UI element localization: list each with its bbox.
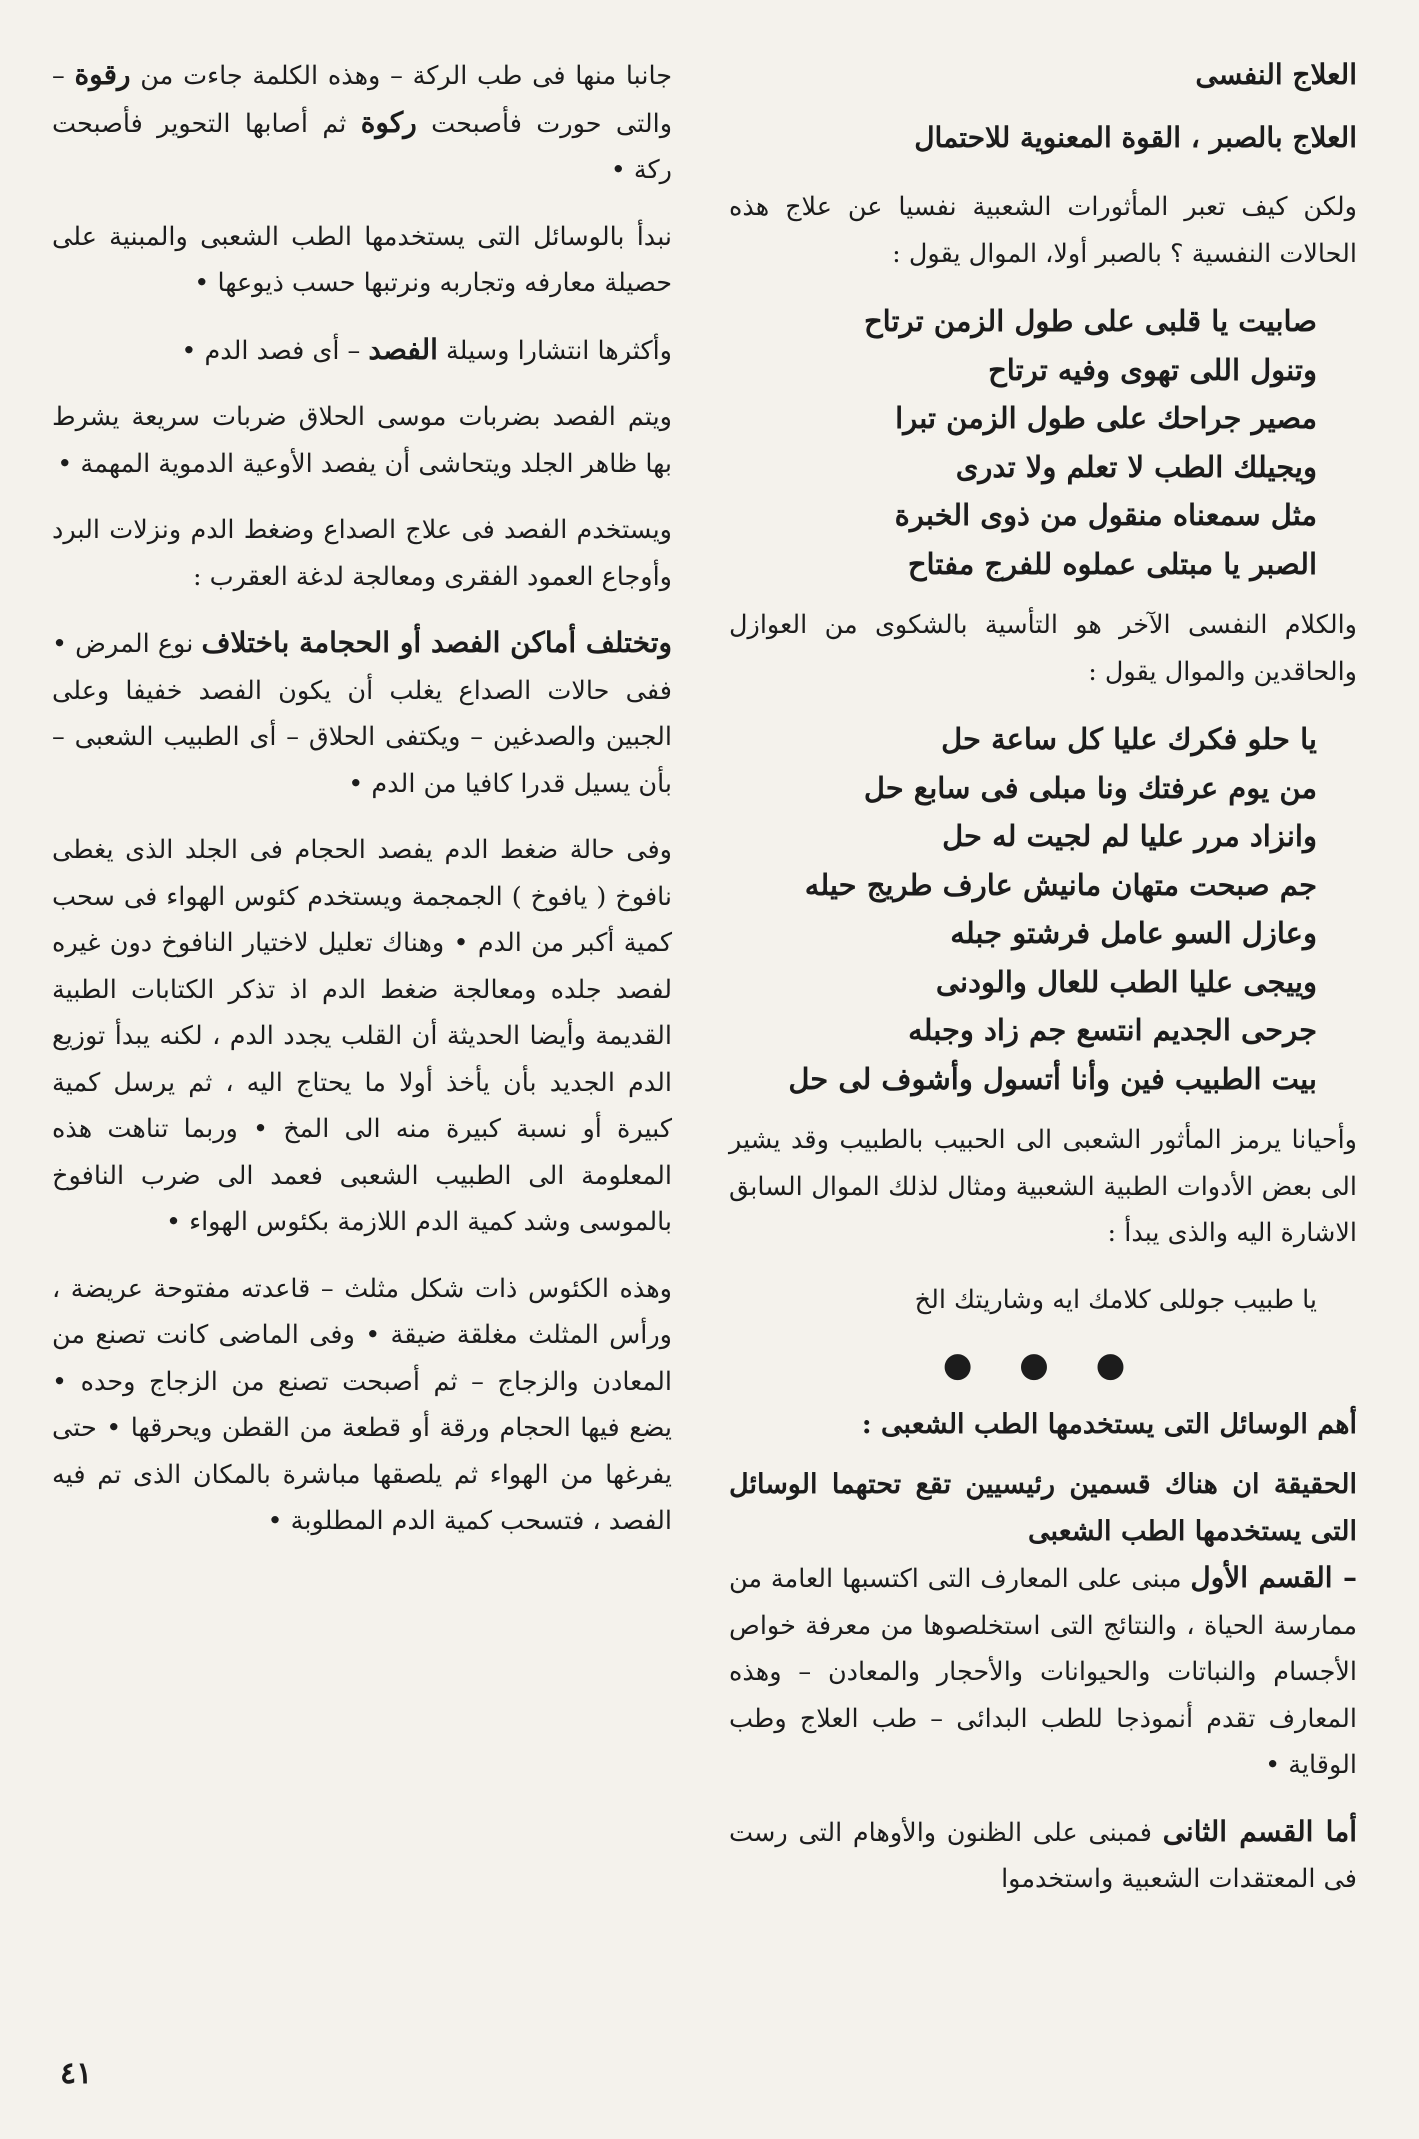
mawwal-verse-patience — [729, 297, 1357, 588]
verse-line: جم صبحت متهان مانيش عارف طريج حيله — [804, 867, 1317, 902]
page-number: ٤١ — [60, 2056, 93, 2091]
text-run: جانبا منها فى طب الركة – وهذه الكلمة جاءت من — [140, 61, 672, 91]
bold-word: الفصد — [368, 332, 438, 366]
verse-line: يا حلو فكرك عليا كل ساعة حل — [941, 722, 1317, 756]
paragraph-rakwa — [52, 52, 672, 194]
text-run: نوع المرض • ففى حالات الصداع يغلب أن يكون الفصد خفيفا وعلى الجبين والصدغين – ويكتفى الحلاق – أى الطبيب الشعبى – بأن يسيل قدرا كافيا من الدم • — [52, 629, 672, 799]
part-two-paragraph — [729, 1809, 1357, 1903]
bold-word: رقوة — [74, 58, 131, 91]
paragraph-cups: وهذه الكئوس ذات شكل مثلث – قاعدته مفتوحة عريضة ، ورأس المثلث مغلقة ضيقة • وفى الماضى كانت تصنع من المعادن والزجاج – ثم أصبحت تصنع من الزجاج وحده • يضع فيها الحجام ورقة أو قطعة من القطن ويحرقها • حتى يفرغها من الهواء ثم يلصقها مباشرة بالمكان الذى تم فيه الفصد ، فتسحب كمية الدم المطلوبة • — [52, 1273, 672, 1536]
right-column — [729, 52, 1357, 1923]
paragraph-fasd-method: ويتم الفصد بضربات موسى الحلاق ضربات سريعة يشرط بها ظاهر الجلد ويتحاشى أن يفصد الأوعية الدموية المهمة • — [52, 402, 672, 479]
paragraph-methods-intro: نبدأ بالوسائل التى يستخدمها الطب الشعبى والمبنية على حصيلة معارفه وتجاربه ونرتبها حسب ذيوعها • — [52, 221, 672, 298]
verse-line: مصير جراحك على طول الزمن تبرا — [895, 401, 1317, 435]
verse-line: صابيت يا قلبى على طول الزمن ترتاح — [863, 304, 1317, 338]
section-subtitle: العلاج بالصبر ، القوة المعنوية للاحتمال — [914, 121, 1357, 154]
text-run: – والتى حورت فأصبحت — [52, 61, 673, 139]
mawwal-verse-complaint — [729, 715, 1357, 1103]
separator-bullets: ● ● ● — [942, 1345, 1144, 1385]
quote-line: يا طبيب جوللى كلامك ايه وشاريتك الخ — [914, 1284, 1317, 1315]
part-one-label: – القسم الأول — [1190, 1561, 1358, 1594]
part-one-text: مبنى على المعارف التى اكتسبها العامة من ممارسة الحياة ، والنتائج التى استخلصوها من معرفة خواص الأجسام والنباتات والحيوانات والأحجار والمعادن – وهذه المعارف تقدم أنموذجا للطب البدائى – طب العلاج وطب الوقاية • — [729, 1564, 1357, 1780]
middle-paragraph: والكلام النفسى الآخر هو التأسية بالشكوى من العوازل والحاقدين والموال يقول : — [729, 610, 1357, 687]
methods-lead: الحقيقة ان هناك قسمين رئيسيين تقع تحتهما الوسائل التى يستخدمها الطب الشعبى — [729, 1469, 1357, 1547]
intro-paragraph: ولكن كيف تعبر المأثورات الشعبية نفسيا عن علاج هذه الحالات النفسية ؟ بالصبر أولا، الموال يقول : — [729, 192, 1357, 269]
text-run: – أى فصد الدم • — [181, 335, 361, 366]
verse-line: جرحى الجديم انتسع جم زاد وجبله — [908, 1013, 1317, 1047]
verse-line: وانزاد مرر عليا لم لجيت له حل — [942, 819, 1317, 853]
paragraph-blood-pressure: وفى حالة ضغط الدم يفصد الحجام فى الجلد الذى يغطى نافوخ ( يافوخ ) الجمجمة ويستخدم كئوس الهواء فى سحب كمية أكبر من الدم • وهناك تعليل لاختيار النافوخ دون غيره لفصد جلده ومعالجة ضغط الدم اذ تذكر الكتابات الطبية القديمة وأيضا الحديثة أن القلب يجدد الدم ، لكنه يبدأ توزيع الدم الجديد بأن يأخذ أولا ما يحتاج اليه ، ثم يرسل كمية كبيرة أو نسبة كبيرة منه الى المخ • وربما تناهت هذه المعلومة الى الطبيب الشعبى فعمد الى ضرب النافوخ بالموسى وشد كمية الدم اللازمة بكئوس الهواء • — [52, 835, 672, 1237]
part-one-paragraph — [729, 1555, 1357, 1789]
part-two-text: فمبنى على الظنون والأوهام التى رست فى المعتقدات الشعبية واستخدموا — [729, 1817, 1357, 1894]
paragraph-fasd — [52, 327, 672, 375]
verse-line: بيت الطبيب فين وأنا أتسول وأشوف لى حل — [788, 1061, 1317, 1096]
bold-word: ركوة — [360, 105, 417, 139]
left-column — [52, 52, 672, 1565]
verse-line: من يوم عرفتك ونا مبلى فى سابع حل — [863, 770, 1317, 805]
verse-line: مثل سمعناه منقول من ذوى الخبرة — [894, 498, 1317, 532]
verse-line: وييجى عليا الطب للعال والودنى — [935, 964, 1317, 999]
methods-heading: أهم الوسائل التى يستخدمها الطب الشعبى : — [861, 1409, 1357, 1440]
verse-line: ويجيلك الطب لا تعلم ولا تدرى — [955, 449, 1317, 484]
section-title: العلاج النفسى — [1195, 58, 1357, 91]
text-run: ثم أصابها التحوير فأصبحت ركة • — [52, 108, 672, 185]
paragraph-fasd-uses: ويستخدم الفصد فى علاج الصداع وضغط الدم ونزلات البرد وأوجاع العمود الفقرى ومعالجة لدغة العقرب : — [52, 515, 672, 592]
verse-line: الصبر يا مبتلى عملوه للفرج مفتاح — [907, 546, 1317, 581]
verse-line: وتنول اللى تهوى وفيه ترتاح — [988, 352, 1317, 387]
text-run: وأكثرها انتشارا وسيلة — [445, 335, 672, 366]
bold-phrase: وتختلف أماكن الفصد أو الحجامة باختلاف — [201, 626, 673, 659]
paragraph-fasd-locations — [52, 620, 672, 807]
after-verse-paragraph: وأحيانا يرمز المأثور الشعبى الى الحبيب بالطبيب وقد يشير الى بعض الأدوات الطبية الشعبية ومثال لذلك الموال السابق الاشارة اليه والذى يبدأ : — [729, 1125, 1357, 1248]
part-two-label: أما القسم الثانى — [1162, 1814, 1357, 1848]
verse-line: وعازل السو عامل فرشتو جبله — [950, 916, 1317, 950]
